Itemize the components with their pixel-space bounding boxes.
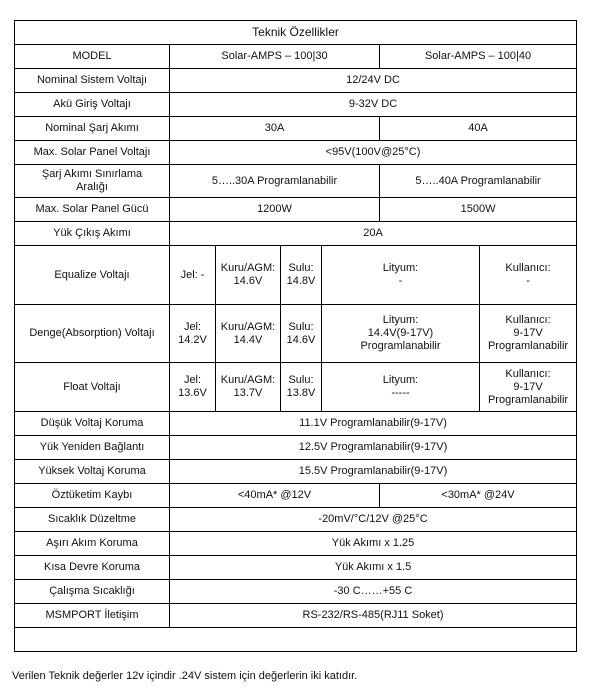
spec-table	[14, 20, 577, 652]
row-value-a: <40mA* @12V	[170, 484, 380, 508]
row-value: 12/24V DC	[170, 69, 577, 93]
row-label: Nominal Şarj Akımı	[15, 117, 170, 141]
gel-value: Jel: -	[170, 246, 216, 305]
row-label: Max. Solar Panel Voltajı	[15, 141, 170, 165]
lithium-value: Lityum: -	[322, 246, 480, 305]
wet-value: Sulu: 13.8V	[281, 363, 322, 412]
row-value: RS-232/RS-485(RJ11 Soket)	[170, 604, 577, 628]
row-value: 9-32V DC	[170, 93, 577, 117]
wet-value: Sulu: 14.6V	[281, 305, 322, 363]
row-label: Equalize Voltajı	[15, 246, 170, 305]
user-value: Kullanıcı: 9-17V Programlanabilir	[480, 363, 577, 412]
row-value: 20A	[170, 222, 577, 246]
table-row	[15, 93, 577, 117]
row-label: Sıcaklık Düzeltme	[15, 508, 170, 532]
row-label: Şarj Akımı Sınırlama Aralığı	[15, 165, 170, 198]
table-row	[15, 412, 577, 436]
table-row	[15, 165, 577, 198]
table-row	[15, 580, 577, 604]
table-row	[15, 198, 577, 222]
footnote: Verilen Teknik değerler 12v içindir .24V sistem için değerlerin iki katıdır.	[12, 670, 358, 682]
row-label: MODEL	[15, 45, 170, 69]
row-value: Yük Akımı x 1.25	[170, 532, 577, 556]
row-value-a: 30A	[170, 117, 380, 141]
row-value-b: 40A	[380, 117, 577, 141]
table-row	[15, 532, 577, 556]
row-label: Kısa Devre Koruma	[15, 556, 170, 580]
table-row	[15, 363, 577, 412]
row-value-a: 1200W	[170, 198, 380, 222]
row-value: 12.5V Programlanabilir(9-17V)	[170, 436, 577, 460]
table-row	[15, 69, 577, 93]
table-row	[15, 141, 577, 165]
row-value: -30 C……+55 C	[170, 580, 577, 604]
agm-value: Kuru/AGM: 14.4V	[216, 305, 281, 363]
row-value-a: 5…..30A Programlanabilir	[170, 165, 380, 198]
row-label: Akü Giriş Voltajı	[15, 93, 170, 117]
model-a: Solar-AMPS – 100|30	[170, 45, 380, 69]
wet-value: Sulu: 14.8V	[281, 246, 322, 305]
table-title: Teknik Özellikler	[15, 21, 577, 45]
lithium-value: Lityum: -----	[322, 363, 480, 412]
row-label: Çalışma Sıcaklığı	[15, 580, 170, 604]
agm-value: Kuru/AGM: 14.6V	[216, 246, 281, 305]
row-label: Aşırı Akım Koruma	[15, 532, 170, 556]
table-row	[15, 484, 577, 508]
table-row-empty	[15, 628, 577, 652]
gel-value: Jel: 14.2V	[170, 305, 216, 363]
table-row	[15, 436, 577, 460]
row-value-b: <30mA* @24V	[380, 484, 577, 508]
row-label: Float Voltajı	[15, 363, 170, 412]
row-label: Yüksek Voltaj Koruma	[15, 460, 170, 484]
user-value: Kullanıcı: -	[480, 246, 577, 305]
table-row	[15, 460, 577, 484]
row-label: Öztüketim Kaybı	[15, 484, 170, 508]
row-label: Yük Yeniden Bağlantı	[15, 436, 170, 460]
row-value-b: 5…..40A Programlanabilir	[380, 165, 577, 198]
gel-value: Jel: 13.6V	[170, 363, 216, 412]
table-row	[15, 508, 577, 532]
table-row	[15, 604, 577, 628]
user-value: Kullanıcı: 9-17V Programlanabilir	[480, 305, 577, 363]
table-row	[15, 117, 577, 141]
row-value: 11.1V Programlanabilir(9-17V)	[170, 412, 577, 436]
row-label: MSMPORT İletişim	[15, 604, 170, 628]
table-row	[15, 305, 577, 363]
row-label: Düşük Voltaj Koruma	[15, 412, 170, 436]
table-row	[15, 222, 577, 246]
row-value: Yük Akımı x 1.5	[170, 556, 577, 580]
row-value: -20mV/°C/12V @25°C	[170, 508, 577, 532]
empty-cell	[15, 628, 577, 652]
row-label: Yük Çıkış Akımı	[15, 222, 170, 246]
table-row	[15, 556, 577, 580]
row-value: 15.5V Programlanabilir(9-17V)	[170, 460, 577, 484]
row-value: <95V(100V@25°C)	[170, 141, 577, 165]
lithium-value: Lityum: 14.4V(9-17V) Programlanabilir	[322, 305, 480, 363]
table-row	[15, 246, 577, 305]
row-label: Max. Solar Panel Gücü	[15, 198, 170, 222]
model-b: Solar-AMPS – 100|40	[380, 45, 577, 69]
agm-value: Kuru/AGM: 13.7V	[216, 363, 281, 412]
row-label: Denge(Absorption) Voltajı	[15, 305, 170, 363]
table-row	[15, 45, 577, 69]
row-value-b: 1500W	[380, 198, 577, 222]
row-label: Nominal Sistem Voltajı	[15, 69, 170, 93]
